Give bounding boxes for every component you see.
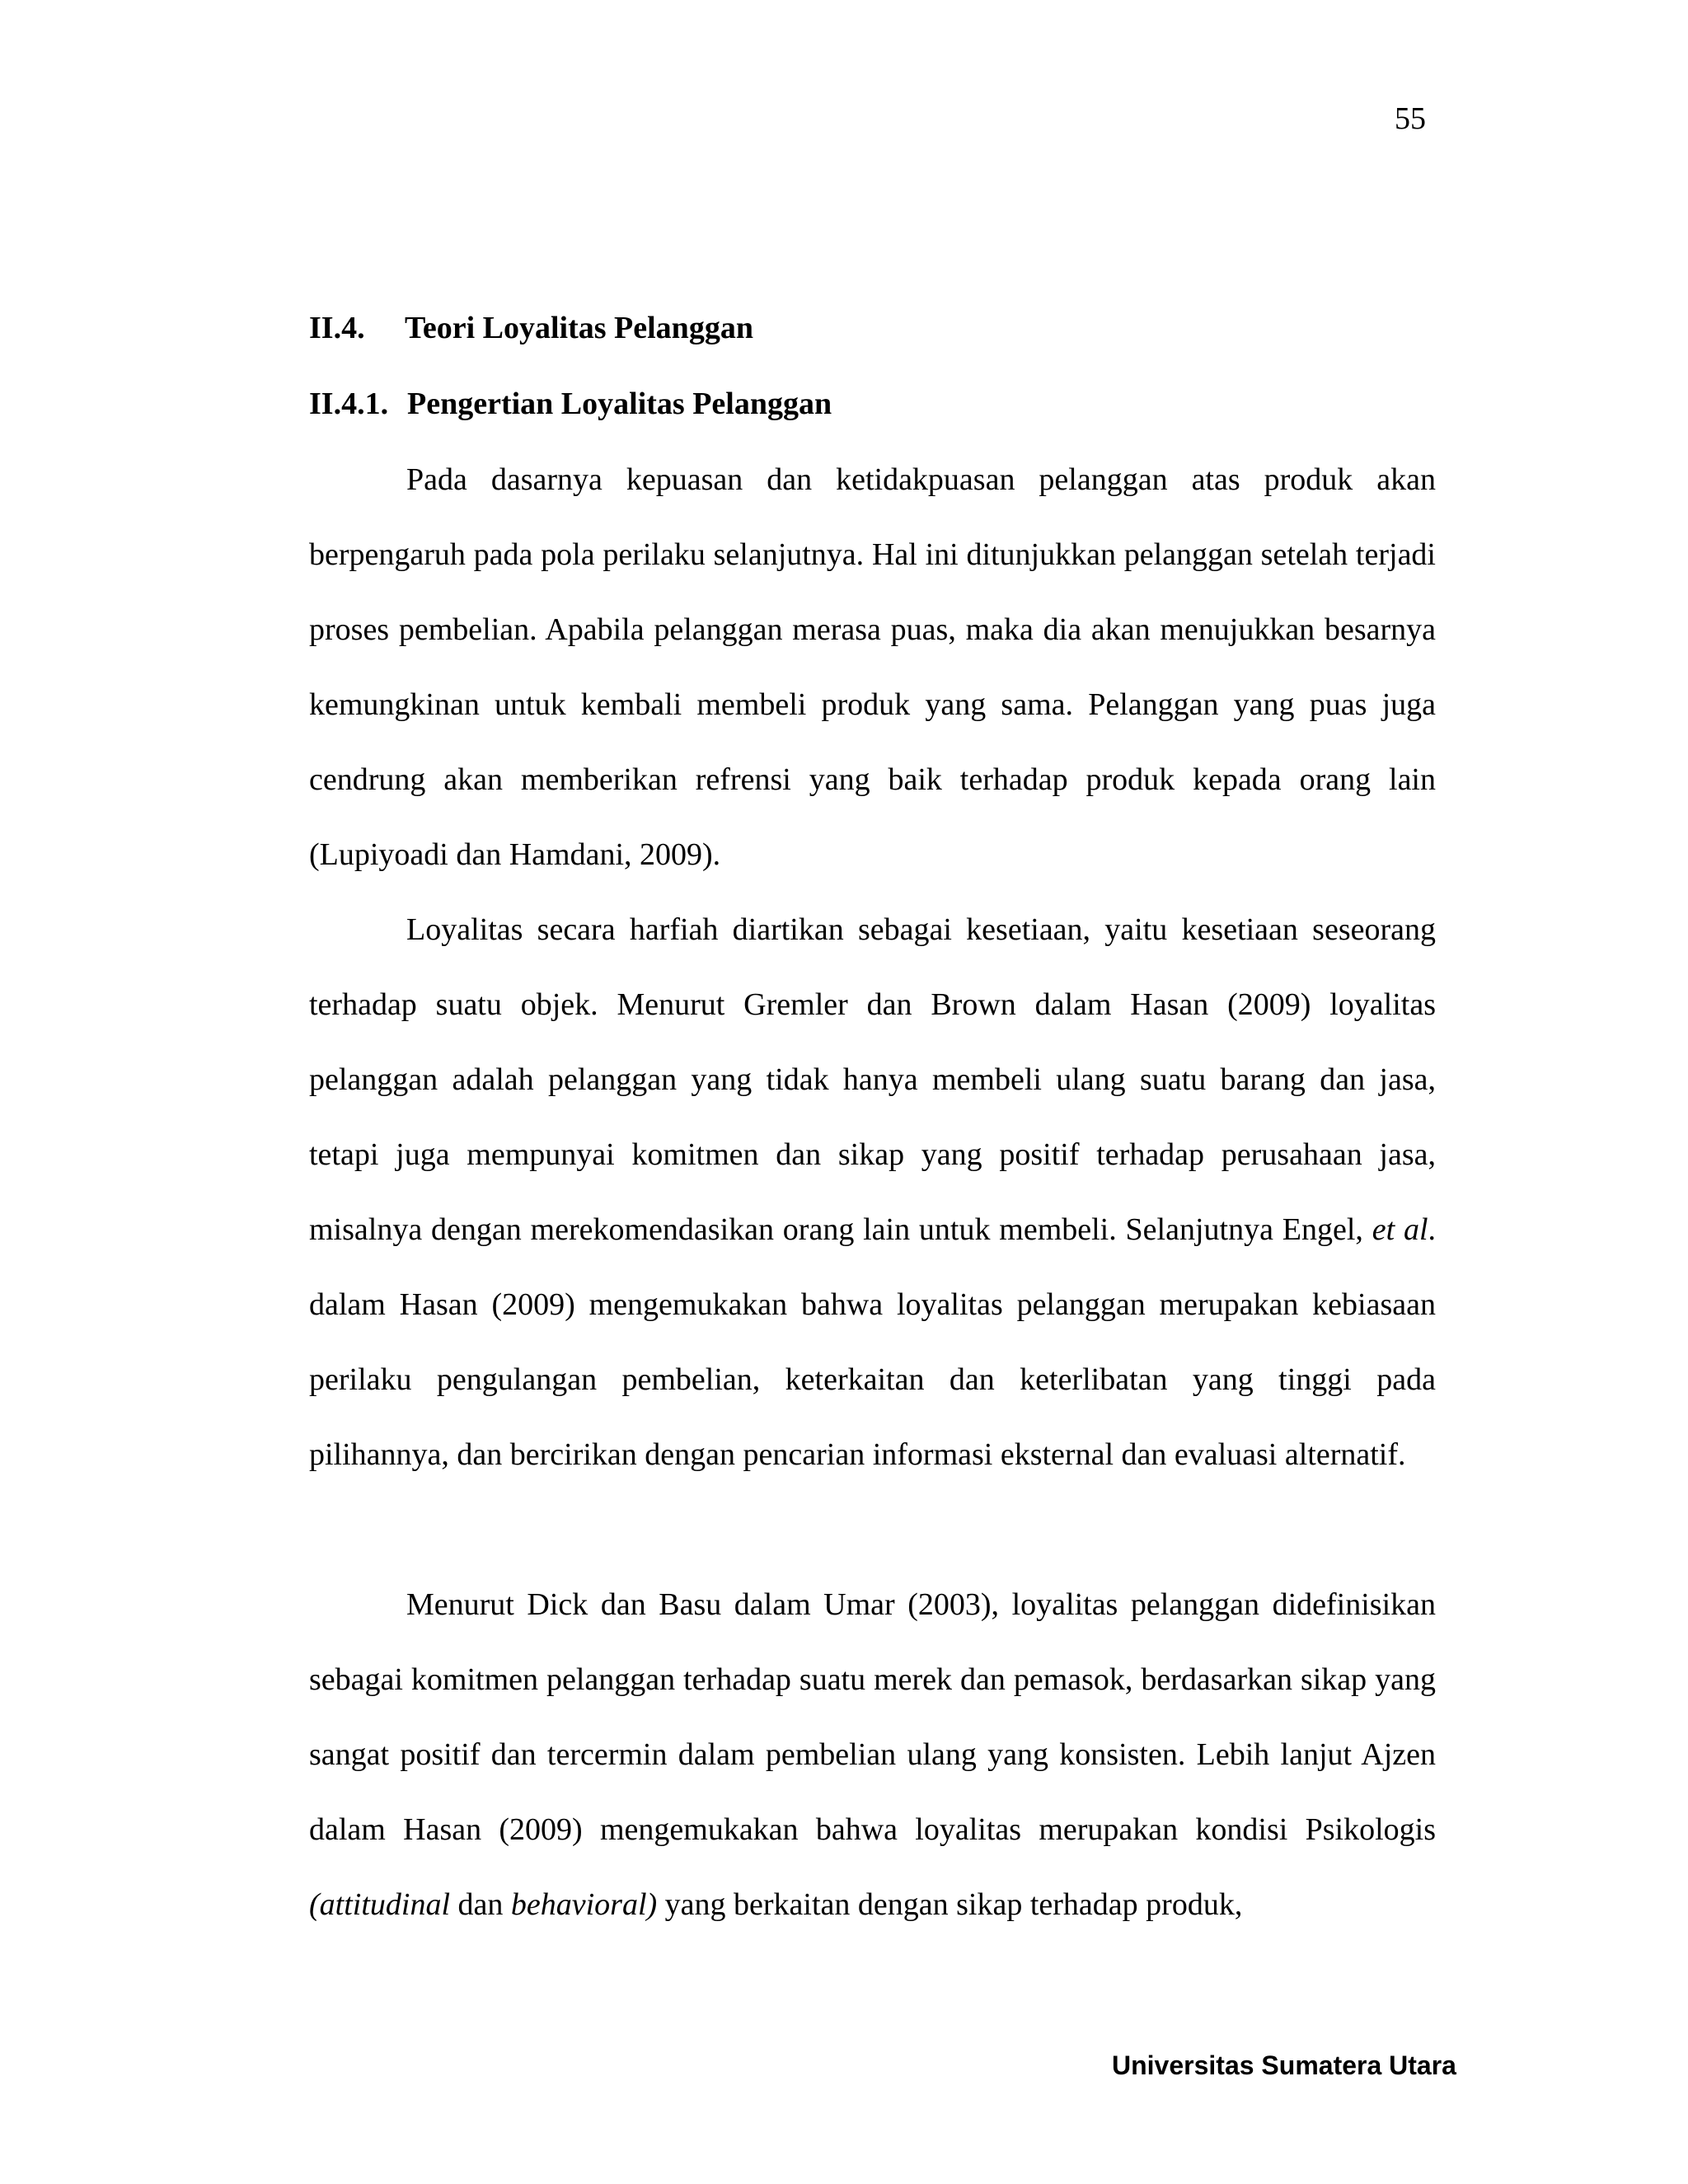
page-number: 55 bbox=[1395, 101, 1426, 136]
section-heading bbox=[309, 307, 753, 349]
paragraph-1 bbox=[309, 443, 1436, 893]
subsection-number: II.4.1. bbox=[309, 387, 389, 421]
paragraph-3 bbox=[309, 1568, 1436, 1943]
italic-run: (attitudinal bbox=[309, 1887, 450, 1922]
paragraph-run: yang berkaitan dengan sikap terhadap produk, bbox=[657, 1887, 1243, 1922]
footer-institution: Universitas Sumatera Utara bbox=[1112, 2050, 1456, 2080]
paragraph-text bbox=[309, 1568, 1436, 1943]
italic-run: et al bbox=[1372, 1212, 1428, 1247]
paragraph-run: . dalam Hasan (2009) mengemukakan bahwa loyalitas pelanggan merupakan kebiasaan perilaku pengulangan pembelian, keterkaitan dan keterlibatan yang tinggi pada pilihannya, dan bercirikan dengan pencarian informasi eksternal dan evaluasi alternatif. bbox=[309, 1212, 1437, 1472]
subsection-title: Pengertian Loyalitas Pelanggan bbox=[407, 387, 832, 421]
paragraph-run: Loyalitas secara harfiah diartikan sebagai kesetiaan, yaitu kesetiaan seseorang terhadap suatu objek. Menurut Gremler dan Brown dalam Hasan (2009) loyalitas pelanggan adalah pelanggan yang tidak hanya membeli ulang suatu barang dan jasa, tetapi juga mempunyai komitmen dan sikap yang positif terhadap perusahaan jasa, misalnya dengan merekomendasikan orang lain untuk membeli. Selanjutnya Engel, bbox=[309, 912, 1436, 1247]
section-number: II.4. bbox=[309, 311, 365, 345]
section-title: Teori Loyalitas Pelanggan bbox=[405, 311, 753, 345]
italic-run: behavioral) bbox=[510, 1887, 658, 1922]
paragraph-text: Pada dasarnya kepuasan dan ketidakpuasan pelanggan atas produk akan berpengaruh pada pola perilaku selanjutnya. Hal ini ditunjukkan pelanggan setelah terjadi proses pembelian. Apabila pelanggan merasa puas, maka dia akan menujukkan besarnya kemungkinan untuk kembali membeli produk yang sama. Pelanggan yang puas juga cendrung akan memberikan refrensi yang baik terhadap produk kepada orang lain (Lupiyoadi dan Hamdani, 2009). bbox=[309, 462, 1436, 872]
paragraph-run: dan bbox=[450, 1887, 511, 1922]
paragraph-2 bbox=[309, 893, 1436, 1493]
paragraph-text bbox=[309, 893, 1436, 1493]
paragraph-run: Menurut Dick dan Basu dalam Umar (2003), loyalitas pelanggan didefinisikan sebagai komitmen pelanggan terhadap suatu merek dan pemasok, berdasarkan sikap yang sangat positif dan tercermin dalam pembelian ulang yang konsisten. Lebih lanjut Ajzen dalam Hasan (2009) mengemukakan bahwa loyalitas merupakan kondisi Psikologis bbox=[309, 1587, 1436, 1847]
subsection-heading bbox=[309, 382, 832, 425]
